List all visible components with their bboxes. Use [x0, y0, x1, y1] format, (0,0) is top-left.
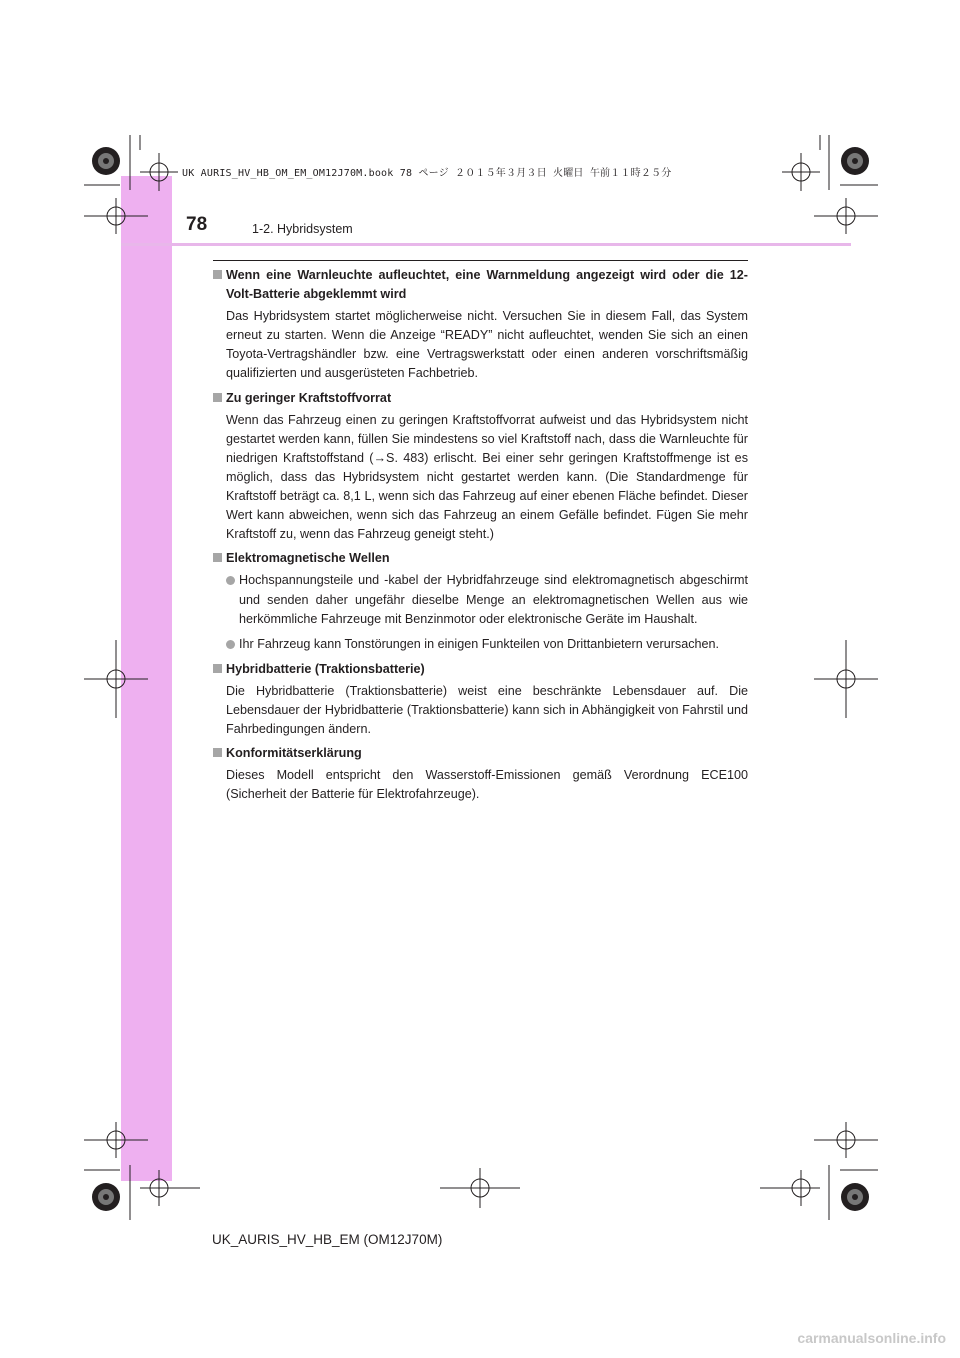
- item-paragraph: Wenn das Fahrzeug einen zu geringen Kraftstoffvorrat aufweist und das Hybridsystem nicht gestartet werden kann, füllen Sie mindestens so viel Kraftstoff nach, dass die Warnleuchte für niedrigen Kraftstoffstand (→S. 483) erlischt. Bei einer sehr geringen Kraftstoffmenge ist es möglich, dass das Hybridsystem nicht gestartet werden kann. (Die Standardmenge für Kraftstoff beträgt ca. 8,1 L, wenn sich das Fahrzeug auf einer ebenen Fläche befindet. Dieser Wert kann abweichen, wenn sich das Fahrzeug an einem Gefälle befindet. Fügen Sie mehr Kraftstoff zu, wenn das Fahrzeug geneigt steht.): [226, 412, 748, 542]
- registration-mark-right-middle: [814, 640, 878, 718]
- registration-mark-bottom-right: [760, 1170, 820, 1206]
- registration-mark-top-right: [782, 153, 820, 191]
- item-heading-text: Zu geringer Kraftstoffvorrat: [226, 390, 392, 405]
- print-slug: UK AURIS_HV_HB_OM_EM_OM12J70M.book 78 ページ ２０１５年３月３日 火曜日 午前１１時２５分: [182, 168, 672, 179]
- dial-mark-bottom-right: [841, 1183, 869, 1211]
- registration-mark-left-middle: [84, 640, 148, 718]
- dial-mark-top-left: [92, 147, 120, 175]
- watermark: carmanualsonline.info: [797, 1330, 946, 1346]
- footer-code: UK_AURIS_HV_HB_EM (OM12J70M): [212, 1232, 443, 1247]
- section-title: 1-2. Hybridsystem: [252, 222, 353, 236]
- registration-mark-bottom-center: [440, 1168, 520, 1208]
- registration-mark-right-lower: [814, 1122, 878, 1158]
- dial-mark-bottom-left: [92, 1183, 120, 1211]
- registration-mark-right-upper: [814, 198, 878, 234]
- item-heading-text: Wenn eine Warnleuchte aufleuchtet, eine Warnmeldung angezeigt wird oder die 12-Volt-Batterie abgeklemmt wird: [226, 268, 748, 302]
- item-heading-text: Hybridbatterie (Traktionsbatterie): [226, 661, 425, 676]
- registration-mark-bottom-left: [140, 1170, 200, 1206]
- item-heading-text: Elektromagnetische Wellen: [226, 551, 390, 566]
- dial-mark-top-right: [841, 147, 869, 175]
- registration-mark-left-lower: [84, 1122, 148, 1158]
- item-paragraph: Die Hybridbatterie (Traktionsbatterie) weist eine beschränkte Lebensdauer auf. Die Lebensdauer der Hybridbatterie (Traktionsbatterie) kann sich in Abhängigkeit von Fahrstil und Fahrbedingungen ändern.: [226, 683, 748, 737]
- item-heading-text: Konformitätserklärung: [226, 746, 362, 761]
- registration-mark-left-upper: [84, 198, 148, 234]
- item-paragraph: Das Hybridsystem startet möglicherweise nicht. Versuchen Sie in diesem Fall, das System erneut zu starten. Wenn die Anzeige “READY” nicht aufleuchtet, wenden Sie sich an einen Toyota-Vertragshändler bzw. eine Vertragswerkstatt oder einen anderen vorschriftsmäßig qualifizierten und ausgerüsteten Fachbetrieb.: [226, 309, 748, 381]
- registration-mark-top-left: [140, 153, 178, 191]
- item-paragraph: Dieses Modell entspricht den Wasserstoff-Emissionen gemäß Verordnung ECE100 (Sicherheit der Batterie für Elektrofahrzeuge).: [226, 768, 748, 802]
- bullet-text: Hochspannungsteile und -kabel der Hybridfahrzeuge sind elektromagnetisch abgeschirmt und senden daher ungefähr dieselbe Menge an elektromagnetischen Wellen aus wie herkömmliche Fahrzeuge mit Benzinmotor oder elektronische Geräte im Haushalt.: [239, 573, 748, 626]
- page-number: 78: [186, 214, 208, 235]
- bullet-text: Ihr Fahrzeug kann Tonstörungen in einigen Funkteilen von Drittanbietern verursachen.: [239, 636, 720, 651]
